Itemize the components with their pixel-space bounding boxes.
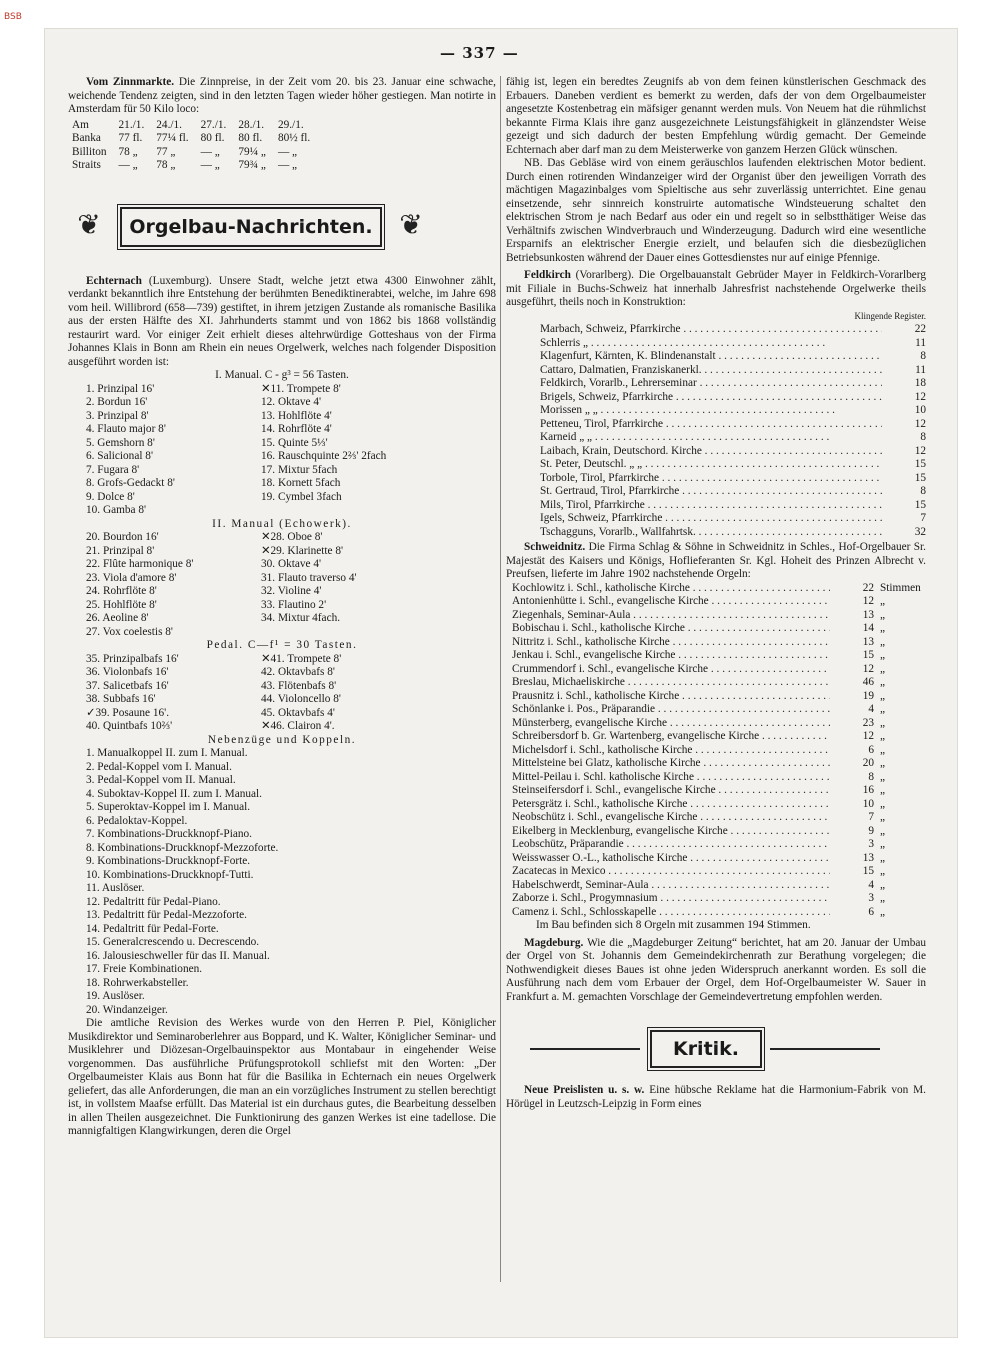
coupler-list [86, 747, 496, 1017]
stop-count: 13 [862, 635, 874, 648]
list-item [512, 649, 926, 663]
price-header-cell: 29./1. [277, 118, 304, 131]
list-item: 3. Pedal-Koppel vom II. Manual. [86, 774, 236, 786]
stop-count: 3 [868, 892, 874, 904]
organ-location: Nittritz i. Schl., katholische Kirche . . . [512, 636, 830, 650]
kritik-title: Kritik. [650, 1030, 762, 1068]
stop-item: 35. Prinzipalbafs 16' [86, 652, 179, 665]
list-item [512, 676, 926, 690]
kritik-banner [506, 1026, 926, 1072]
organ-location: Brigels, Schweiz, Pfarrkirche . . . [540, 391, 882, 405]
stop-item: 27. Vox coelestis 8' [86, 625, 173, 638]
stop-unit: „ [880, 716, 886, 729]
organ-location: Tschagguns, Vorarlb., Wallfahrtsk. . . . [540, 526, 882, 540]
list-item [512, 825, 926, 839]
stop-column [86, 653, 261, 734]
organ-location: Morissen „ „ . . . [540, 404, 882, 418]
stop-count: 4 [868, 703, 874, 715]
price-cell: Billiton [72, 145, 107, 158]
list-item: 15. Generalcrescendo u. Decrescendo. [86, 936, 260, 948]
organ-location: Habelschwerdt, Seminar-Aula . . . [512, 879, 830, 893]
stop-count: 20 [862, 757, 874, 769]
price-cell: — „ [200, 159, 220, 171]
organ-location: Camenz i. Schl., Schlosskapelle . . . [512, 906, 830, 920]
list-item [540, 377, 926, 391]
price-cell: 77 fl. [118, 132, 143, 144]
stop-item: 10. Gamba 8' [86, 504, 147, 516]
stop-unit: „ [880, 824, 886, 837]
stop-item: 17. Mixtur 5fach [261, 463, 338, 476]
organ-location: Karneid „ „ . . . [540, 431, 882, 445]
schweidnitz-paragraph [506, 541, 926, 582]
list-item [512, 892, 926, 906]
list-item [512, 879, 926, 893]
list-item: 4. Suboktav-Koppel II. zum I. Manual. [86, 787, 263, 800]
stop-unit: „ [880, 743, 886, 756]
list-item: 7. Kombinations-Druckknopf-Piano. [86, 828, 252, 840]
organ-location: Bobischau i. Schl., katholische Kirche . . . [512, 622, 830, 636]
stop-count: 23 [862, 716, 874, 729]
magdeburg-heading: Magdeburg. [524, 936, 584, 949]
section-title: Orgelbau-Nachrichten. [120, 207, 382, 247]
feldkirch-list [540, 323, 926, 539]
price-row [72, 159, 322, 173]
right-column [506, 76, 926, 1111]
stop-item: 43. Flötenbafs 8' [261, 679, 337, 692]
price-cell: — „ [200, 145, 220, 158]
list-item [512, 663, 926, 677]
list-item [540, 472, 926, 486]
price-cell: 78 „ [118, 145, 138, 158]
stop-item: 21. Prinzipal 8' [86, 544, 155, 557]
schweidnitz-list [512, 582, 926, 920]
stop-unit: „ [880, 797, 886, 810]
page-number: — 337 — [440, 44, 519, 62]
organ-location: Eikelberg in Mecklenburg, evangelische Kirche . . . [512, 825, 830, 839]
organ-location: Mittelsteine bei Glatz, katholische Kirche . . . [512, 757, 830, 771]
preislisten-heading: Neue Preislisten u. s. w. [524, 1084, 645, 1096]
register-count: 32 [914, 525, 926, 538]
organ-location: Schreibersdorf b. Gr. Wartenberg, evangelische Kirche . . . [512, 730, 830, 744]
manual2-stops [86, 531, 496, 639]
stop-count: 15 [862, 649, 874, 661]
organ-location: Weisswasser O.-L., katholische Kirche . . . [512, 852, 830, 866]
organ-location: Klagenfurt, Kärnten, K. Blindenanstalt . . . [540, 350, 882, 364]
register-count: 18 [914, 377, 926, 389]
stop-item: 19. Cymbel 3fach [261, 490, 342, 503]
stop-unit: Stimmen [880, 581, 921, 594]
stop-item: ✕41. Trompete 8' [261, 652, 342, 665]
list-item: 19. Auslöser. [86, 990, 145, 1002]
organ-location: Marbach, Schweiz, Pfarrkirche . . . [540, 323, 882, 337]
organ-location: Cattaro, Dalmatien, Franziskanerkl. . . . [540, 364, 882, 378]
price-cell: 77¼ fl. [156, 132, 189, 144]
list-item: 12. Pedaltritt für Pedal-Piano. [86, 895, 221, 908]
list-item: 5. Superoktav-Koppel im I. Manual. [86, 801, 251, 813]
organ-location: Breslau, Michaeliskirche . . . [512, 676, 830, 690]
stop-item: 31. Flauto traverso 4' [261, 571, 357, 584]
preislisten-text: Eine hübsche Reklame hat die Harmonium-Fabrik von M. Hörügel in Leutzsch-Leipzig in Form eines [506, 1084, 926, 1110]
zinn-paragraph [68, 76, 496, 117]
stop-unit: „ [880, 905, 886, 918]
list-item [512, 838, 926, 852]
organ-location: Igels, Schweiz, Pfarrkirche . . . [540, 512, 882, 526]
stop-count: 6 [868, 905, 874, 918]
stop-unit: „ [880, 662, 886, 675]
stop-item: ✕46. Clairon 4'. [261, 720, 335, 732]
list-item [540, 391, 926, 405]
organ-location: Münsterberg, evangelische Kirche . . . [512, 717, 830, 731]
magdeburg-paragraph [506, 937, 926, 1005]
price-cell: Straits [72, 159, 101, 171]
register-count: 10 [914, 404, 926, 416]
feldkirch-heading: Feldkirch [524, 269, 571, 281]
price-cell: 80 fl. [238, 132, 263, 144]
manual1-stops [86, 383, 496, 518]
organ-location: Zaborze i. Schl., Progymnasium . . . [512, 892, 830, 906]
nebenzuege-heading: Nebenzüge und Koppeln. [207, 733, 357, 746]
register-count: 8 [920, 485, 926, 497]
stop-unit: „ [880, 892, 886, 904]
list-item: 14. Pedaltritt für Pedal-Forte. [86, 922, 219, 935]
stop-count: 3 [868, 838, 874, 850]
list-item: 2. Pedal-Koppel vom I. Manual. [86, 760, 232, 773]
stop-count: 22 [862, 581, 874, 594]
stop-unit: „ [880, 865, 886, 877]
manual2-heading: II. Manual (Echowerk). [212, 517, 352, 530]
stop-unit: „ [880, 649, 886, 661]
list-item [512, 609, 926, 623]
price-cell: 79¾ „ [238, 159, 266, 171]
stop-item: 7. Fugara 8' [86, 463, 140, 476]
stop-count: 12 [862, 730, 874, 742]
ornament-rule [770, 1048, 880, 1050]
list-item [512, 730, 926, 744]
stop-unit: „ [880, 635, 886, 648]
list-item [512, 622, 926, 636]
stop-count: 6 [868, 743, 874, 756]
revision-paragraph: Die amtliche Revision des Werkes wurde von den Herren P. Piel, Königlicher Musikdirektor und Seminaroberlehrer aus Boppard, und K. Walter, Königlicher Seminar- und Musiklehrer und Diözesan-Orgelbauinspektor aus Montabaur in eingehender Weise vorgenommen. Das ausführliche Prüfungsprotokoll schliefst mit den Worten: „Der Orgelbaumeister Klais aus Bonn hat für die Basilika in Echternach ein neues Orgelwerk geliefert, das alle Anforderungen, die man an ein vorzügliches Instrument zu stellen berechtigt ist, in vollstem Maafse erfüllt. Das Material ist ein durchaus gutes, die Bearbeitung desselben in allen Theilen ausgezeichnet. Die Funktionirung des ganzen Werkes ist eine tadellose. Die mannigfaltigen Klangwirkungen, deren die Orgel [68, 1017, 496, 1137]
register-count: 8 [920, 350, 926, 362]
stop-unit: „ [880, 608, 886, 621]
stop-count: 12 [862, 595, 874, 607]
list-item: 16. Jalousieschweller für das II. Manual. [86, 949, 270, 962]
price-cell: 78 „ [156, 159, 176, 171]
list-item [512, 771, 926, 785]
stop-unit: „ [880, 703, 886, 715]
list-item [512, 703, 926, 717]
register-count: 8 [920, 431, 926, 443]
register-count: 11 [915, 336, 926, 349]
organ-location: Schönlanke i. Pos., Präparandie . . . [512, 703, 830, 717]
stop-count: 4 [868, 878, 874, 891]
stop-column [261, 531, 357, 639]
list-item: 6. Pedaloktav-Koppel. [86, 814, 188, 827]
stop-item: 26. Aeoline 8' [86, 612, 149, 624]
stop-count: 8 [868, 770, 874, 783]
stop-item: 13. Hohlflöte 4' [261, 409, 332, 422]
price-cell: 80½ fl. [277, 132, 311, 144]
stop-item: 34. Mixtur 4fach. [261, 612, 341, 624]
organ-location: Ziegenhals, Seminar-Aula . . . [512, 609, 830, 623]
stop-unit: „ [880, 595, 886, 607]
ornament-rule [530, 1048, 640, 1050]
stop-item: 32. Violine 4' [261, 585, 322, 597]
list-item [540, 350, 926, 364]
list-item [512, 595, 926, 609]
list-item [540, 431, 926, 445]
stop-count: 19 [862, 689, 874, 702]
list-item: 11. Auslöser. [86, 882, 145, 894]
stop-item: 9. Dolce 8' [86, 490, 135, 503]
organ-location: Laibach, Krain, Deutschord. Kirche . . . [540, 445, 882, 459]
stop-item: 1. Prinzipal 16' [86, 382, 155, 395]
stop-unit: „ [880, 622, 886, 634]
list-item [512, 582, 926, 596]
left-column [68, 76, 496, 1139]
stop-item: 33. Flautino 2' [261, 598, 327, 611]
stop-column [261, 653, 341, 734]
echternach-heading: Echternach [86, 274, 142, 287]
stop-item: 23. Viola d'amore 8' [86, 571, 177, 584]
stop-count: 46 [862, 676, 874, 688]
list-item [512, 717, 926, 731]
organ-location: Mils, Tirol, Pfarrkirche . . . [540, 499, 882, 513]
organ-location: Michelsdorf i. Schl., katholische Kirche . . . [512, 744, 830, 758]
price-header-cell: 24./1. [156, 118, 182, 131]
zinn-heading: Vom Zinnmarkte. [86, 76, 175, 88]
stop-item: 22. Flûte harmonique 8' [86, 558, 194, 570]
list-item: 13. Pedaltritt für Pedal-Mezzoforte. [86, 909, 247, 921]
stop-unit: „ [880, 689, 886, 702]
stop-item: 12. Oktave 4' [261, 396, 322, 408]
stop-count: 14 [862, 622, 874, 634]
list-item [512, 636, 926, 650]
feldkirch-paragraph [506, 269, 926, 310]
list-item: 20. Windanzeiger. [86, 1003, 168, 1016]
organ-location: Zacatecas in Mexico . . . [512, 865, 830, 879]
organ-location: Petersgrätz i. Schl., katholische Kirche . . . [512, 798, 830, 812]
magdeburg-text: Wie die „Magdeburger Zeitung“ berichtet, hat am 20. Januar der Umbau der Orgel von St. Johannis dem Gemeindekirchenrath zur Berathung vorgelegen; die Nothwendigkeit dieses Baues ist ohne jeden Widerspruch anerkannt worden. Es soll die Ausführung nach dem vom Erbauer der Orgel, dem Hof-Orgelbaumeister W. Sauer in Frankfurt a. M. gemachten Vorschlage der Gemeindevertretung empfohlen werden. [506, 936, 927, 1003]
price-header-cell: 21./1. [118, 118, 145, 131]
stop-item: 42. Oktavbafs 8' [261, 666, 335, 678]
schweidnitz-heading: Schweidnitz. [524, 541, 586, 553]
list-item [540, 445, 926, 459]
register-count: 15 [914, 498, 926, 511]
list-item [512, 852, 926, 866]
organ-location: Leobschütz, Präparandie . . . [512, 838, 830, 852]
organ-location: Steinseifersdorf i. Schl., evangelische Kirche . . . [512, 784, 830, 798]
price-row [72, 132, 322, 146]
stop-item: 38. Subbafs 16' [86, 693, 156, 705]
library-corner-label: BSB [4, 12, 22, 22]
organ-location: Crummendorf i. Schl., evangelische Kirche . . . [512, 663, 830, 677]
echternach-paragraph [68, 275, 496, 370]
list-item [540, 323, 926, 337]
column-divider [500, 76, 501, 1282]
register-count: 22 [914, 323, 926, 335]
stop-item: 30. Oktave 4' [261, 558, 322, 570]
organ-location: Schlerris „ . . . [540, 337, 882, 351]
stop-item: 40. Quintbafs 10⅔' [86, 720, 173, 732]
organ-location: Antonienhütte i. Schl., evangelische Kirche . . . [512, 595, 830, 609]
list-item [540, 364, 926, 378]
organ-location: St. Gertraud, Tirol, Pfarrkirche . . . [540, 485, 882, 499]
list-item [512, 690, 926, 704]
stop-count: 16 [862, 784, 874, 796]
schweidnitz-summary: Im Bau befinden sich 8 Orgeln mit zusammen 194 Stimmen. [536, 919, 811, 931]
stop-item: 6. Salicional 8' [86, 450, 153, 462]
list-item [540, 404, 926, 418]
stop-item: 14. Rohrflöte 4' [261, 423, 332, 435]
stop-unit: „ [880, 851, 886, 864]
organ-location: Torbole, Tirol, Pfarrkirche . . . [540, 472, 882, 486]
stop-unit: „ [880, 878, 886, 891]
stop-count: 10 [862, 797, 874, 810]
register-count: 15 [914, 471, 926, 484]
tin-price-table [72, 119, 322, 173]
list-item: 8. Kombinations-Druckknopf-Mezzoforte. [86, 841, 279, 854]
echternach-text: (Luxemburg). Unsere Stadt, welche jetzt etwa 4300 Einwohner zählt, verdankt bekanntlich ihre Entstehung der berühmten Benediktinerabtei, welche, im Jahre 698 vom heil. Willibrord (658—739) gestiftet, in ihrem jetzigen Zustande als romanische Basilika aus der ersten Hälfte des XI. Jahrhunderts stammt und von 1862 bis 1868 vollständig restaurirt ward. Vor einiger Zeit erhielt dieses altehrwürdige Gotteshaus von der Firma Johannes Klais in Bonn am Rhein ein neues Orgelwerk, welches nach folgender Disposition ausgeführt worden ist: [68, 274, 496, 368]
list-item: 9. Kombinations-Druckknopf-Forte. [86, 855, 251, 867]
list-item [540, 458, 926, 472]
nb-paragraph: NB. Das Gebläse wird von einem geräuschlos laufenden elektrischen Motor bedient. Durch einen rotirenden Windanzeiger wird der Organist über den jeweiligen Vorrath des mächtigen Magazinbalges vom Spieltische aus sehr zuverlässig unterrichtet. Eine genau einsetzende, sehr sinnreich konstruirte automatische Windsteuerung schaltet den elektrischen Strom je nach Bedarf aus oder ein und regelt so in selbstthätiger Weise das Verhältnifs zwischen Windverbrauch und Winderzeugung. Dadurch wird eine wesentliche Ersparnifs an elektrischer Energie erzielt, und belaufen sich die diesbezüglichen Betriebsunkosten während der Dauer eines Gottesdienstes nur auf einige Pfennige. [506, 157, 926, 264]
preislisten-paragraph [506, 1084, 926, 1111]
stop-item: ✕29. Klarinette 8' [261, 544, 344, 557]
stop-count: 12 [862, 662, 874, 675]
stop-count: 13 [862, 851, 874, 864]
stop-item: 25. Hohlflöte 8' [86, 598, 157, 611]
stop-item: 15. Quinte 5⅓' [261, 436, 328, 449]
stop-count: 7 [868, 811, 874, 823]
list-item [512, 744, 926, 758]
list-item [512, 906, 926, 920]
stop-item: 20. Bourdon 16' [86, 531, 159, 543]
price-cell: — „ [277, 159, 298, 171]
register-count: 12 [914, 444, 926, 457]
stop-item: ✕28. Oboe 8' [261, 531, 323, 543]
organ-location: Prausnitz i. Schl., katholische Kirche . . . [512, 690, 830, 704]
stop-item: 16. Rauschquinte 2⅔' 2fach [261, 450, 387, 462]
price-header-cell: 27./1. [200, 118, 227, 131]
register-count: 11 [915, 363, 926, 376]
list-item [540, 526, 926, 540]
register-column-label: Klingende Register. [854, 310, 926, 321]
stop-item: 4. Flauto major 8' [86, 423, 166, 435]
stop-item: 37. Salicetbafs 16' [86, 679, 169, 692]
stop-column [86, 531, 261, 639]
list-item [512, 798, 926, 812]
stop-unit: „ [880, 838, 886, 850]
stop-count: 9 [868, 824, 874, 837]
list-item [540, 512, 926, 526]
register-count: 15 [914, 458, 926, 470]
price-cell: 79¼ „ [238, 145, 266, 158]
price-header-cell: Am [72, 118, 89, 131]
list-item [512, 784, 926, 798]
manual1-heading: I. Manual. C - g³ = 56 Tasten. [215, 369, 349, 381]
organ-location: Feldkirch, Vorarlb., Lehrerseminar . . . [540, 377, 882, 391]
feldkirch-text: (Vorarlberg). Die Orgelbauanstalt Gebrüder Mayer in Feldkirch-Vorarlberg mit Filiale in Buchs-Schweiz hat innerhalb Jahresfrist nachstehende Orgelwerke theils ausgeführt, theils noch in Konstruktion: [506, 269, 927, 308]
stop-unit: „ [880, 784, 886, 796]
list-item [512, 757, 926, 771]
pedal-stops [86, 653, 496, 734]
list-item: 1. Manualkoppel II. zum I. Manual. [86, 747, 248, 759]
stop-item: 5. Gemshorn 8' [86, 436, 155, 449]
price-cell: 80 fl. [200, 132, 225, 144]
list-item [540, 499, 926, 513]
price-cell: 77 „ [156, 145, 176, 158]
organ-location: Neobschütz i. Schl., evangelische Kirche . . . [512, 811, 830, 825]
price-row [72, 146, 322, 160]
list-item [512, 811, 926, 825]
list-item [540, 418, 926, 432]
stop-item: ✓39. Posaune 16'. [86, 706, 170, 719]
list-item: 10. Kombinations-Druckknopf-Tutti. [86, 868, 254, 881]
stop-unit: „ [880, 811, 886, 823]
stop-item: 45. Oktavbafs 4' [261, 706, 335, 719]
stop-item: 24. Rohrflöte 8' [86, 585, 157, 597]
list-item [512, 865, 926, 879]
stop-item: ✕11. Trompete 8' [261, 382, 341, 395]
ornament-icon: ❦ [77, 209, 101, 241]
organ-location: St. Peter, Deutschl. „ „ . . . [540, 458, 882, 472]
price-header-cell: 28./1. [238, 118, 265, 131]
stop-item: 44. Violoncello 8' [261, 693, 341, 705]
pedal-heading: Pedal. C—f¹ = 30 Tasten. [206, 639, 358, 651]
stop-column [86, 383, 261, 518]
price-cell: — „ [277, 145, 298, 158]
schweidnitz-text: Die Firma Schlag & Söhne in Schweidnitz in Schles., Hof-Orgelbauer Sr. Majestät des Kaisers und Königs, Hoflieferanten Sr. Kgl. Hoheit des Prinzen Albrecht v. Preufsen, lieferte im Jahre 1902 nachstehende Orgeln: [506, 541, 927, 580]
register-count: 12 [914, 417, 926, 430]
stop-count: 15 [862, 865, 874, 877]
stop-column [261, 383, 386, 518]
zinn-text: Die Zinnpreise, in der Zeit vom 20. bis 23. Januar eine schwache, weichende Tendenz zeigten, sind in den letzten Tagen wieder höher gestiegen. Man notirte in Amsterdam für 50 Kilo loco: [68, 76, 496, 115]
stop-item: 3. Prinzipal 8' [86, 409, 149, 422]
price-cell: Banka [72, 132, 101, 144]
register-count: 7 [920, 512, 926, 524]
list-item [540, 485, 926, 499]
section-banner [68, 201, 496, 255]
organ-location: Mittel-Peilau i. Schl. katholische Kirche . . . [512, 771, 830, 785]
organ-location: Petteneu, Tirol, Pfarrkirche . . . [540, 418, 882, 432]
echternach-continuation: fähig ist, legen ein beredtes Zeugnifs ab von dem feinen künstlerischen Geschmack des Erbauers. Daneben verdient es bemerkt zu werden, dafs der von dem Orgelbaumeister angesetzte Kostenbetrag ein mäfsiger genannt werden muls. Von Neuem hat die rühmlichst bekannte Firma Klais ihre ganz ausgezeichnete Leistungsfähigkeit in glänzendster Weise gezeigt und sich dadurch der besten Empfehlung würdig gemacht. Der Gemeinde Echternach aber darf man zu dem Meisterwerke von ganzem Herzen Glück wünschen. [506, 76, 926, 156]
register-count: 12 [914, 390, 926, 403]
stop-item: 36. Violonbafs 16' [86, 666, 169, 678]
stop-item: 18. Kornett 5fach [261, 477, 341, 489]
stop-count: 13 [862, 608, 874, 621]
list-item: 17. Freie Kombinationen. [86, 963, 203, 975]
stop-item: 2. Bordun 16' [86, 396, 148, 408]
ornament-icon: ❦ [399, 209, 423, 241]
stop-unit: „ [880, 757, 886, 769]
stop-unit: „ [880, 770, 886, 783]
price-cell: — „ [118, 159, 138, 171]
organ-location: Kochlowitz i. Schl., katholische Kirche . . . [512, 582, 830, 596]
organ-location: Jenkau i. Schl., evangelische Kirche . . . [512, 649, 830, 663]
stop-unit: „ [880, 676, 886, 688]
stop-unit: „ [880, 730, 886, 742]
price-header-row [72, 119, 322, 133]
list-item [540, 337, 926, 351]
stop-item: 8. Grofs-Gedackt 8' [86, 477, 175, 489]
list-item: 18. Rohrwerkabsteller. [86, 976, 189, 989]
